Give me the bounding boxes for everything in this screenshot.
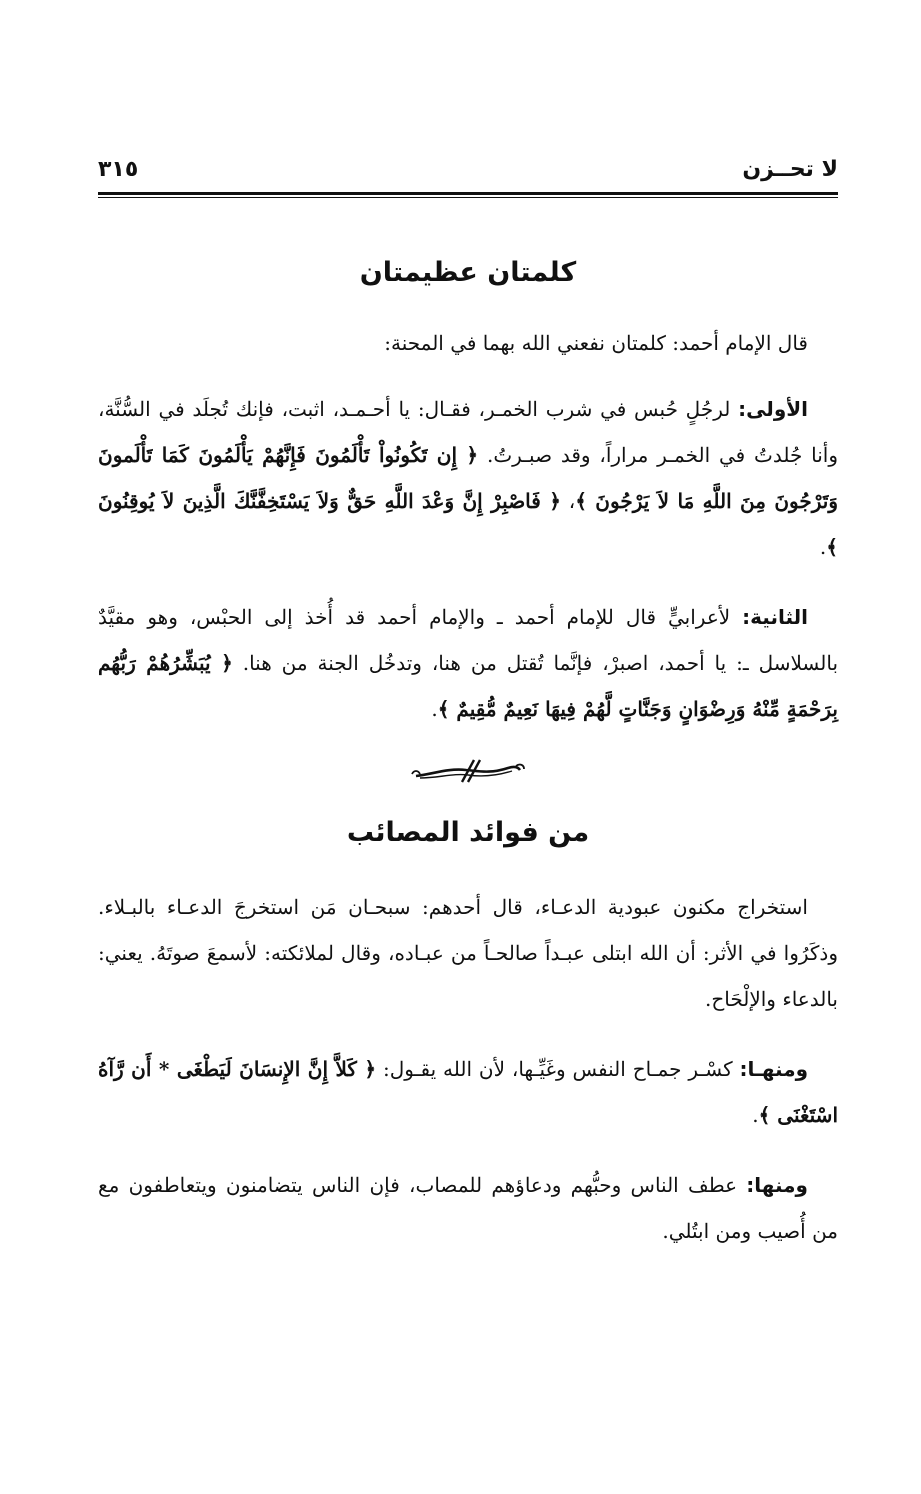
paragraph-text: عطف الناس وحبُّهم ودعاؤهم للمصاب، فإن الناس يتضامنون ويتعاطفون مع من أُصيب ومن ابتُلي. <box>98 1173 838 1243</box>
header-rule-thin <box>98 197 838 198</box>
section1-paragraph-second <box>98 594 838 732</box>
section1-paragraph-first <box>98 386 838 570</box>
section-title-benefits-of-calamities: من فوائد المصائب <box>346 817 590 848</box>
paragraph-lead-minha: ومنهـا: <box>739 1057 809 1081</box>
paragraph-text: لأعرابيٍّ قال للإمام أحمد ـ والإمام أحمد قد أُخذ إلى الحبْس، وهو مقيَّدٌ بالسلاسل ـ: يا أحمد، اصبرْ، فإنَّما تُقتل من هنا، وتدخُل الجنة من هنا. <box>98 605 839 675</box>
sentence-end: . <box>431 697 438 721</box>
paragraph-text: كسْـر جمـاح النفس وغَيِّـها، لأن الله يقـول: <box>376 1057 740 1081</box>
quran-verse: ﴿ يُبَشِّرُهُمْ رَبُّهُم بِرَحْمَةٍ مِّنْهُ وَرِضْوَانٍ وَجَنَّاتٍ لَّهُمْ فِيهَا نَعِيمٌ مُّقِيمٌ ﴾ <box>98 651 838 721</box>
paragraph-text: لرجُلٍ حُبس في شرب الخمـر، فقـال: يا أحـمـد، اثبت، فإنك تُجلَد في السُّنَّة، وأنا جُلدتُ في الخمـر مراراً، وقد صبـرتُ. <box>98 397 838 467</box>
section2-paragraph-second <box>98 1046 838 1138</box>
quran-verse: ﴿ كَلاَّ إِنَّ الإِنسَانَ لَيَطْغَى * أَن رَّآهُ اسْتَغْنَى ﴾ <box>98 1057 838 1127</box>
header-rule-thick <box>98 192 838 195</box>
paragraph-text: استخراج مكنون عبودية الدعـاء، قال أحدهم: سبحـان مَن استخرجَ الدعـاء بالبـلاء. وذكَرُوا في الأثر: أن الله ابتلى عبـداً صالحـاً من عبـاده، وقال لملائكته: لأسمعَ صوتَهُ. يعني: بالدعاء والإلْحَاح. <box>98 895 838 1011</box>
paragraph-lead-minha: ومنها: <box>746 1173 808 1197</box>
quran-verse: ﴿ فَاصْبِرْ إِنَّ وَعْدَ اللَّهِ حَقٌّ وَلاَ يَسْتَخِفَّنَّكَ الَّذِينَ لاَ يُوقِنُونَ ﴾ <box>98 489 838 559</box>
section2-paragraph-third <box>98 1162 838 1254</box>
page-content <box>98 248 838 1254</box>
sentence-end: . <box>819 535 827 559</box>
flourish-icon <box>408 754 528 788</box>
quran-verse: ﴿ إِن تَكُونُواْ تَأْلَمُونَ فَإِنَّهُمْ يَأْلَمُونَ كَمَا تَأْلَمونَ وَتَرْجُونَ مِنَ اللَّهِ مَا لاَ يَرْجُونَ ﴾ <box>98 443 839 513</box>
separator: ، <box>560 489 576 513</box>
page-number: ٣١٥ <box>98 157 139 182</box>
section2-paragraph-first <box>98 884 838 1022</box>
running-title: لا تحــزن <box>742 157 838 182</box>
ornamental-divider <box>98 754 838 794</box>
paragraph-lead-second: الثانية: <box>742 605 808 629</box>
paragraph-lead-first: الأولى: <box>738 397 808 421</box>
page-header <box>98 150 838 194</box>
section-title-two-great-words: كلمتان عظيمتان <box>359 257 577 288</box>
sentence-end: . <box>752 1103 759 1127</box>
section1-intro: قال الإمام أحمد: كلمتان نفعني الله بهما في المحنة: <box>384 331 808 355</box>
